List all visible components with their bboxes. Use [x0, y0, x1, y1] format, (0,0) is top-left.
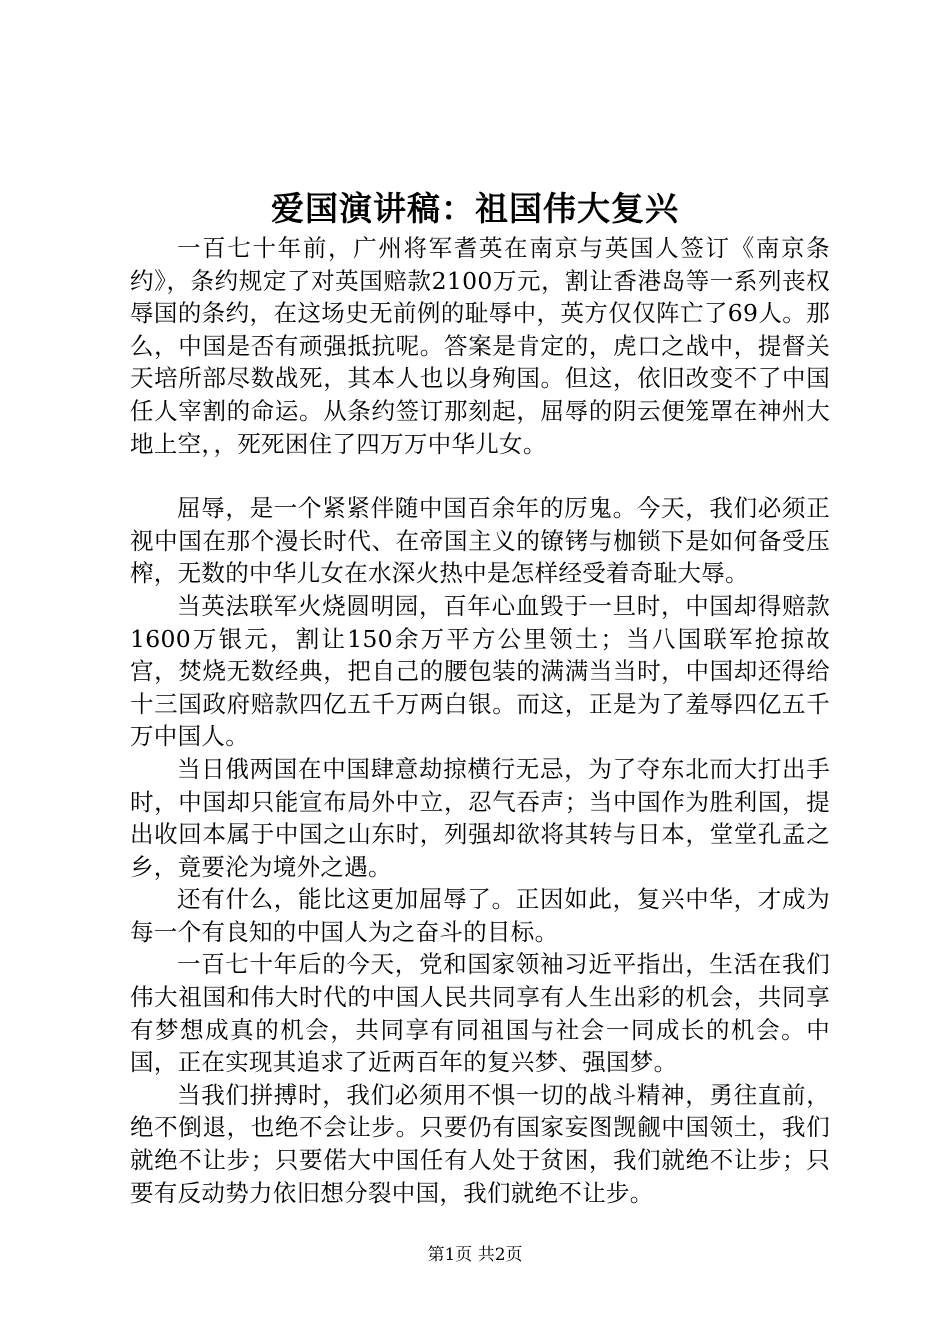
document-body	[130, 232, 830, 1209]
paragraph-1: 一百七十年前，广州将军耆英在南京与英国人签订《南京条约》，条约规定了对英国赔款2100万元，割让香港岛等一系列丧权辱国的条约，在这场史无前例的耻辱中，英方仅仅阵亡了69人。那么，中国是否有顽强抵抗呢。答案是肯定的，虎口之战中，提督关天培所部尽数战死，其本人也以身殉国。但这，依旧改变不了中国任人宰割的命运。从条约签订那刻起，屈辱的阴云便笼罩在神州大地上空，，死死困住了四万万中华儿女。	[130, 234, 830, 458]
paragraph-5: 还有什么，能比这更加屈辱了。正因如此，复兴中华，才成为每一个有良知的中国人为之奋斗的目标。	[130, 885, 830, 946]
paragraph-6: 一百七十年后的今天，党和国家领袖习近平指出，生活在我们伟大祖国和伟大时代的中国人民共同享有人生出彩的机会，共同享有梦想成真的机会，共同享有同祖国与社会一同成长的机会。中国，正在实现其追求了近两百年的复兴梦、强国梦。	[130, 950, 830, 1077]
document-title: 爱国演讲稿：祖国伟大复兴	[271, 189, 679, 228]
paragraph-spacer	[130, 460, 830, 492]
paragraph-7: 当我们拼搏时，我们必须用不惧一切的战斗精神，勇往直前，绝不倒退，也绝不会让步。只要仍有国家妄图觊觎中国领土，我们就绝不让步；只要偌大中国任有人处于贫困，我们就绝不让步；只要有反动势力依旧想分裂中国，我们就绝不让步。	[130, 1080, 830, 1207]
page-number-footer: 第1页 共2页	[427, 1245, 523, 1265]
paragraph-3: 当英法联军火烧圆明园，百年心血毁于一旦时，中国却得赔款1600万银元，割让150余万平方公里领土；当八国联军抢掠故宫，焚烧无数经典，把自己的腰包装的满满当当时，中国却还得给十三国政府赔款四亿五千万两白银。而这，正是为了羞辱四亿五千万中国人。	[130, 591, 830, 751]
paragraph-4: 当日俄两国在中国肆意劫掠横行无忌，为了夺东北而大打出手时，中国却只能宣布局外中立，忍气吞声；当中国作为胜利国，提出收回本属于中国之山东时，列强却欲将其转与日本，堂堂孔孟之乡，竟要沦为境外之遇。	[130, 754, 830, 881]
paragraph-2: 屈辱，是一个紧紧伴随中国百余年的厉鬼。今天，我们必须正视中国在那个漫长时代、在帝国主义的镣铐与枷锁下是如何备受压榨，无数的中华儿女在水深火热中是怎样经受着奇耻大辱。	[130, 494, 830, 588]
